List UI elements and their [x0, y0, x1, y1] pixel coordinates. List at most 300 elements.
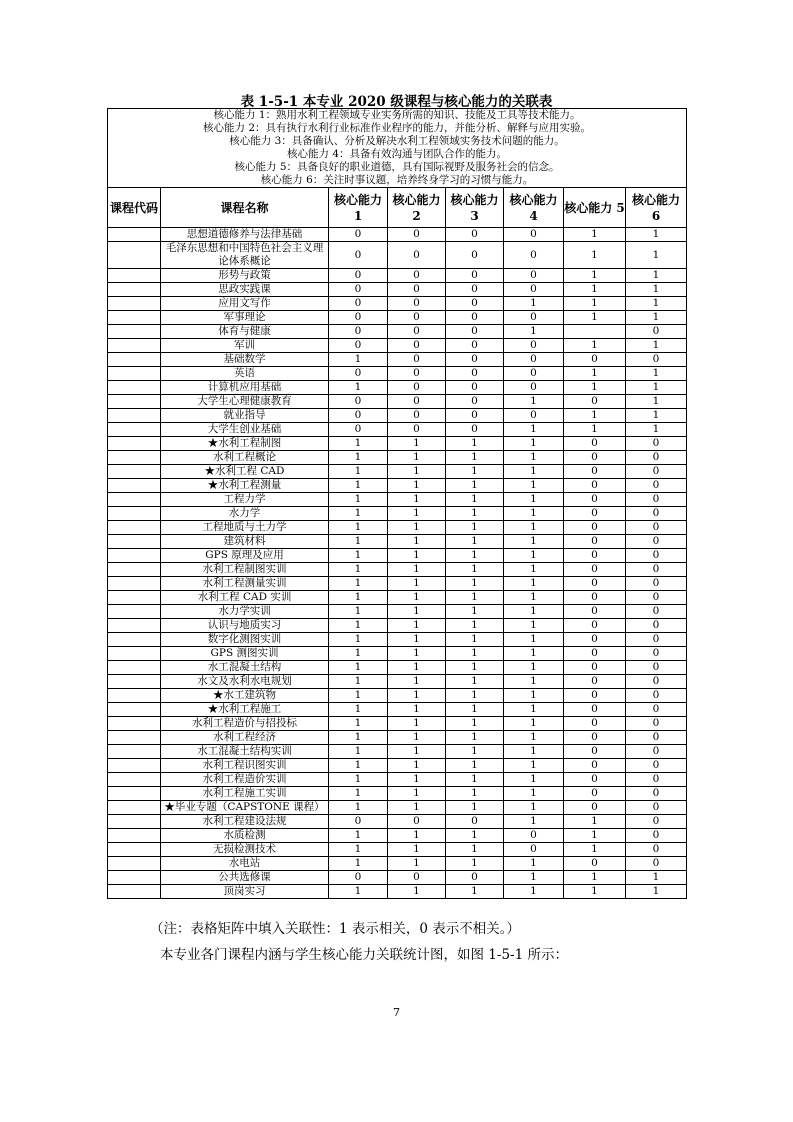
ability-2-cell: 0	[388, 228, 446, 242]
ability-6-cell: 0	[626, 773, 687, 787]
ability-2-cell: 0	[388, 815, 446, 829]
ability-2-cell: 0	[388, 395, 446, 409]
ability-5-cell: 0	[564, 661, 626, 675]
ability-1-cell: 0	[329, 325, 388, 339]
ability-1-cell: 1	[329, 661, 388, 675]
ability-6-cell: 0	[626, 801, 687, 815]
course-code-cell	[108, 871, 161, 885]
ability-5-cell: 0	[564, 745, 626, 759]
ability-6-cell: 0	[626, 521, 687, 535]
ability-6-cell: 1	[626, 871, 687, 885]
table-row	[108, 619, 687, 633]
ability-3-cell: 1	[446, 717, 504, 731]
course-code-cell	[108, 563, 161, 577]
body-paragraph: 本专业各门课程内涵与学生核心能力关联统计图，如图 1-5-1 所示：	[160, 947, 568, 963]
course-name-cell: 思想道德修养与法律基础	[161, 228, 329, 242]
ability-6-cell: 0	[626, 605, 687, 619]
course-name-cell: 水质检测	[161, 829, 329, 843]
course-code-cell	[108, 675, 161, 689]
ability-3-cell: 1	[446, 647, 504, 661]
course-code-cell	[108, 647, 161, 661]
page-number: 7	[393, 1006, 400, 1019]
ability-definition: 核心能力 3：具备确认、分析及解决水利工程领域实务技术问题的能力。	[229, 135, 565, 147]
ability-3-cell: 0	[446, 339, 504, 353]
ability-4-cell: 1	[504, 689, 564, 703]
course-name-cell: 水利工程造价与招投标	[161, 717, 329, 731]
ability-3-cell: 0	[446, 395, 504, 409]
course-name-cell: 水工混凝土结构	[161, 661, 329, 675]
ability-2-cell: 0	[388, 423, 446, 437]
ability-1-cell: 0	[329, 815, 388, 829]
ability-2-cell: 1	[388, 843, 446, 857]
course-code-cell	[108, 605, 161, 619]
ability-2-cell: 1	[388, 451, 446, 465]
ability-6-cell: 0	[626, 563, 687, 577]
course-code-cell	[108, 311, 161, 325]
course-name-cell: 水力学实训	[161, 605, 329, 619]
ability-4-cell: 1	[504, 717, 564, 731]
ability-4-cell: 1	[504, 605, 564, 619]
ability-5-cell: 1	[564, 311, 626, 325]
ability-3-cell: 1	[446, 535, 504, 549]
ability-5-cell: 0	[564, 689, 626, 703]
course-code-cell	[108, 367, 161, 381]
course-name-cell: 水利工程 CAD 实训	[161, 591, 329, 605]
ability-4-cell: 1	[504, 451, 564, 465]
table-row	[108, 409, 687, 423]
course-code-cell	[108, 325, 161, 339]
ability-2-cell: 0	[388, 871, 446, 885]
table-row	[108, 591, 687, 605]
ability-4-cell: 0	[504, 311, 564, 325]
ability-1-cell: 0	[329, 409, 388, 423]
ability-4-cell: 1	[504, 857, 564, 871]
header-ability-3: 核心能力 3	[446, 188, 504, 228]
table-row	[108, 311, 687, 325]
ability-2-cell: 1	[388, 857, 446, 871]
ability-definition: 核心能力 2：具有执行水利行业标准作业程序的能力，并能分析、解释与应用实验。	[203, 122, 592, 134]
ability-3-cell: 1	[446, 843, 504, 857]
ability-6-cell: 1	[626, 381, 687, 395]
table-row	[108, 801, 687, 815]
ability-6-cell: 1	[626, 395, 687, 409]
ability-6-cell: 0	[626, 633, 687, 647]
ability-1-cell: 0	[329, 297, 388, 311]
course-name-cell: 基础数学	[161, 353, 329, 367]
ability-1-cell: 1	[329, 493, 388, 507]
table-row	[108, 339, 687, 353]
ability-2-cell: 1	[388, 885, 446, 899]
course-name-cell: ★水工建筑物	[161, 689, 329, 703]
ability-6-cell: 0	[626, 857, 687, 871]
ability-1-cell: 0	[329, 339, 388, 353]
ability-5-cell: 0	[564, 717, 626, 731]
ability-6-cell: 0	[626, 675, 687, 689]
ability-2-cell: 1	[388, 437, 446, 451]
ability-3-cell: 1	[446, 857, 504, 871]
ability-4-cell: 1	[504, 591, 564, 605]
ability-6-cell: 1	[626, 339, 687, 353]
ability-4-cell: 1	[504, 437, 564, 451]
ability-3-cell: 1	[446, 633, 504, 647]
ability-6-cell: 0	[626, 451, 687, 465]
ability-4-cell: 1	[504, 395, 564, 409]
course-name-cell: ★水利工程测量	[161, 479, 329, 493]
ability-4-cell: 0	[504, 228, 564, 242]
course-name-cell: 英语	[161, 367, 329, 381]
ability-6-cell: 0	[626, 437, 687, 451]
ability-4-cell: 1	[504, 619, 564, 633]
ability-6-cell: 1	[626, 423, 687, 437]
ability-2-cell: 1	[388, 521, 446, 535]
ability-definition: 核心能力 6：关注时事议题，培养终身学习的习惯与能力。	[260, 174, 534, 186]
ability-4-cell: 1	[504, 745, 564, 759]
ability-6-cell: 0	[626, 843, 687, 857]
course-code-cell	[108, 409, 161, 423]
table-row	[108, 871, 687, 885]
course-name-cell: 计算机应用基础	[161, 381, 329, 395]
course-code-cell	[108, 843, 161, 857]
ability-3-cell: 1	[446, 507, 504, 521]
ability-5-cell: 0	[564, 577, 626, 591]
ability-3-cell: 1	[446, 563, 504, 577]
ability-5-cell: 0	[564, 591, 626, 605]
ability-6-cell: 1	[626, 269, 687, 283]
ability-6-cell: 0	[626, 745, 687, 759]
ability-2-cell: 1	[388, 493, 446, 507]
table-row	[108, 437, 687, 451]
ability-5-cell: 0	[564, 759, 626, 773]
ability-6-cell: 0	[626, 647, 687, 661]
ability-6-cell: 0	[626, 535, 687, 549]
ability-1-cell: 1	[329, 717, 388, 731]
ability-3-cell: 1	[446, 773, 504, 787]
ability-5-cell: 0	[564, 675, 626, 689]
course-name-cell: 水力学	[161, 507, 329, 521]
ability-1-cell: 1	[329, 619, 388, 633]
ability-5-cell: 0	[564, 451, 626, 465]
ability-1-cell: 0	[329, 871, 388, 885]
ability-3-cell: 1	[446, 745, 504, 759]
ability-3-cell: 1	[446, 549, 504, 563]
ability-4-cell: 0	[504, 367, 564, 381]
ability-4-cell: 1	[504, 507, 564, 521]
course-code-cell	[108, 507, 161, 521]
ability-4-cell: 1	[504, 633, 564, 647]
ability-3-cell: 1	[446, 465, 504, 479]
course-code-cell	[108, 479, 161, 493]
course-name-cell: 大学生创业基础	[161, 423, 329, 437]
ability-3-cell: 1	[446, 885, 504, 899]
ability-1-cell: 1	[329, 591, 388, 605]
course-name-cell: 水利工程造价实训	[161, 773, 329, 787]
ability-4-cell: 1	[504, 549, 564, 563]
ability-2-cell: 1	[388, 633, 446, 647]
ability-3-cell: 1	[446, 591, 504, 605]
ability-1-cell: 0	[329, 228, 388, 242]
ability-3-cell: 1	[446, 521, 504, 535]
ability-2-cell: 0	[388, 311, 446, 325]
table-row	[108, 381, 687, 395]
course-code-cell	[108, 423, 161, 437]
ability-2-cell: 0	[388, 409, 446, 423]
table-row	[108, 689, 687, 703]
ability-definition: 核心能力 4：具备有效沟通与团队合作的能力。	[287, 148, 508, 160]
course-name-cell: 水利工程测量实训	[161, 577, 329, 591]
course-code-cell	[108, 703, 161, 717]
ability-1-cell: 1	[329, 381, 388, 395]
course-code-cell	[108, 759, 161, 773]
ability-2-cell: 0	[388, 297, 446, 311]
ability-2-cell: 1	[388, 703, 446, 717]
table-row	[108, 563, 687, 577]
ability-4-cell: 0	[504, 381, 564, 395]
ability-3-cell: 1	[446, 493, 504, 507]
table-row	[108, 479, 687, 493]
ability-6-cell: 0	[626, 577, 687, 591]
ability-6-cell: 0	[626, 325, 687, 339]
course-ability-table	[107, 108, 687, 899]
ability-2-cell: 1	[388, 731, 446, 745]
ability-6-cell: 0	[626, 661, 687, 675]
course-name-cell: 水文及水利水电规划	[161, 675, 329, 689]
course-code-cell	[108, 829, 161, 843]
table-row	[108, 759, 687, 773]
course-name-cell: 水利工程经济	[161, 731, 329, 745]
course-code-cell	[108, 731, 161, 745]
course-name-cell: ★水利工程 CAD	[161, 465, 329, 479]
ability-5-cell: 0	[564, 437, 626, 451]
ability-2-cell: 1	[388, 647, 446, 661]
course-name-cell: GPS 原理及应用	[161, 549, 329, 563]
ability-5-cell: 0	[564, 535, 626, 549]
course-name-cell: 水电站	[161, 857, 329, 871]
course-name-cell: 水利工程概论	[161, 451, 329, 465]
ability-4-cell: 1	[504, 647, 564, 661]
ability-5-cell: 0	[564, 647, 626, 661]
table-row	[108, 857, 687, 871]
ability-5-cell: 1	[564, 269, 626, 283]
ability-6-cell: 0	[626, 717, 687, 731]
ability-2-cell: 0	[388, 325, 446, 339]
ability-2-cell: 1	[388, 787, 446, 801]
ability-3-cell: 0	[446, 311, 504, 325]
course-name-cell: 军训	[161, 339, 329, 353]
table-row	[108, 465, 687, 479]
ability-definition: 核心能力 1：熟用水利工程领域专业实务所需的知识、技能及工具等技术能力。	[213, 109, 581, 121]
ability-2-cell: 0	[388, 367, 446, 381]
course-name-cell: ★水利工程制图	[161, 437, 329, 451]
ability-3-cell: 1	[446, 759, 504, 773]
core-ability-definitions	[108, 109, 687, 188]
ability-3-cell: 0	[446, 228, 504, 242]
ability-1-cell: 1	[329, 549, 388, 563]
course-code-cell	[108, 228, 161, 242]
ability-1-cell: 1	[329, 675, 388, 689]
table-row	[108, 843, 687, 857]
ability-1-cell: 0	[329, 395, 388, 409]
ability-3-cell: 1	[446, 437, 504, 451]
ability-5-cell: 1	[564, 283, 626, 297]
ability-6-cell: 0	[626, 703, 687, 717]
course-code-cell	[108, 815, 161, 829]
ability-2-cell: 1	[388, 689, 446, 703]
ability-5-cell: 0	[564, 801, 626, 815]
course-name-cell: 水利工程建设法规	[161, 815, 329, 829]
ability-2-cell: 1	[388, 745, 446, 759]
ability-1-cell: 1	[329, 843, 388, 857]
course-code-cell	[108, 493, 161, 507]
ability-3-cell: 1	[446, 675, 504, 689]
ability-3-cell: 0	[446, 242, 504, 269]
ability-3-cell: 1	[446, 605, 504, 619]
table-row	[108, 283, 687, 297]
course-code-cell	[108, 857, 161, 871]
ability-6-cell: 0	[626, 689, 687, 703]
ability-5-cell: 1	[564, 228, 626, 242]
ability-4-cell: 1	[504, 661, 564, 675]
ability-4-cell: 1	[504, 675, 564, 689]
ability-3-cell: 1	[446, 731, 504, 745]
ability-6-cell: 1	[626, 228, 687, 242]
ability-5-cell: 0	[564, 787, 626, 801]
ability-5-cell: 1	[564, 829, 626, 843]
ability-4-cell: 0	[504, 283, 564, 297]
ability-2-cell: 1	[388, 535, 446, 549]
ability-3-cell: 0	[446, 283, 504, 297]
ability-4-cell: 1	[504, 423, 564, 437]
ability-2-cell: 0	[388, 353, 446, 367]
ability-5-cell: 1	[564, 423, 626, 437]
header-name: 课程名称	[161, 188, 329, 228]
ability-1-cell: 1	[329, 437, 388, 451]
course-code-cell	[108, 661, 161, 675]
header-ability-6: 核心能力 6	[626, 188, 687, 228]
course-name-cell: 大学生心理健康教育	[161, 395, 329, 409]
ability-5-cell: 0	[564, 857, 626, 871]
ability-3-cell: 0	[446, 297, 504, 311]
ability-3-cell: 0	[446, 409, 504, 423]
course-name-cell: 水利工程制图实训	[161, 563, 329, 577]
ability-4-cell: 1	[504, 465, 564, 479]
ability-2-cell: 1	[388, 661, 446, 675]
ability-4-cell: 1	[504, 731, 564, 745]
ability-1-cell: 1	[329, 829, 388, 843]
ability-2-cell: 1	[388, 605, 446, 619]
course-code-cell	[108, 395, 161, 409]
course-name-cell: 数字化测图实训	[161, 633, 329, 647]
ability-4-cell: 1	[504, 535, 564, 549]
table-row	[108, 549, 687, 563]
ability-3-cell: 0	[446, 325, 504, 339]
ability-2-cell: 1	[388, 465, 446, 479]
ability-4-cell: 0	[504, 269, 564, 283]
course-code-cell	[108, 549, 161, 563]
header-row	[108, 188, 687, 228]
course-code-cell	[108, 591, 161, 605]
ability-5-cell: 1	[564, 381, 626, 395]
table-row	[108, 773, 687, 787]
table-row	[108, 717, 687, 731]
course-code-cell	[108, 689, 161, 703]
ability-4-cell: 0	[504, 829, 564, 843]
ability-5-cell: 1	[564, 339, 626, 353]
ability-4-cell: 1	[504, 493, 564, 507]
course-code-cell	[108, 577, 161, 591]
ability-2-cell: 1	[388, 619, 446, 633]
ability-3-cell: 0	[446, 367, 504, 381]
course-code-cell	[108, 283, 161, 297]
ability-4-cell: 1	[504, 759, 564, 773]
course-name-cell: 就业指导	[161, 409, 329, 423]
ability-6-cell: 0	[626, 465, 687, 479]
ability-5-cell: 0	[564, 353, 626, 367]
ability-1-cell: 0	[329, 242, 388, 269]
ability-6-cell: 1	[626, 283, 687, 297]
course-name-cell: 工程地质与土力学	[161, 521, 329, 535]
ability-4-cell: 0	[504, 242, 564, 269]
course-name-cell: 水工混凝土结构实训	[161, 745, 329, 759]
table-row	[108, 731, 687, 745]
ability-2-cell: 0	[388, 269, 446, 283]
ability-1-cell: 1	[329, 535, 388, 549]
ability-4-cell: 0	[504, 339, 564, 353]
ability-3-cell: 1	[446, 787, 504, 801]
ability-1-cell: 1	[329, 577, 388, 591]
table-row	[108, 353, 687, 367]
table-row	[108, 787, 687, 801]
ability-2-cell: 1	[388, 479, 446, 493]
ability-6-cell: 0	[626, 591, 687, 605]
course-code-cell	[108, 437, 161, 451]
course-code-cell	[108, 633, 161, 647]
ability-5-cell	[564, 325, 626, 339]
ability-1-cell: 1	[329, 465, 388, 479]
table-row	[108, 885, 687, 899]
ability-3-cell: 1	[446, 689, 504, 703]
table-row	[108, 633, 687, 647]
ability-5-cell: 1	[564, 885, 626, 899]
ability-1-cell: 0	[329, 283, 388, 297]
course-name-cell: ★毕业专题（CAPSTONE 课程）	[161, 801, 329, 815]
ability-2-cell: 1	[388, 801, 446, 815]
course-code-cell	[108, 717, 161, 731]
table-row	[108, 297, 687, 311]
course-code-cell	[108, 885, 161, 899]
ability-2-cell: 1	[388, 829, 446, 843]
ability-4-cell: 1	[504, 703, 564, 717]
ability-4-cell: 1	[504, 479, 564, 493]
ability-6-cell: 0	[626, 829, 687, 843]
ability-5-cell: 0	[564, 605, 626, 619]
ability-5-cell: 1	[564, 815, 626, 829]
ability-4-cell: 1	[504, 871, 564, 885]
ability-1-cell: 1	[329, 647, 388, 661]
ability-1-cell: 1	[329, 689, 388, 703]
ability-6-cell: 1	[626, 311, 687, 325]
ability-1-cell: 1	[329, 857, 388, 871]
ability-1-cell: 1	[329, 479, 388, 493]
course-name-cell: 顶岗实习	[161, 885, 329, 899]
table-row	[108, 745, 687, 759]
ability-2-cell: 1	[388, 675, 446, 689]
ability-1-cell: 1	[329, 353, 388, 367]
ability-2-cell: 1	[388, 577, 446, 591]
course-name-cell: 应用文写作	[161, 297, 329, 311]
ability-1-cell: 0	[329, 311, 388, 325]
ability-2-cell: 1	[388, 563, 446, 577]
ability-1-cell: 0	[329, 367, 388, 381]
